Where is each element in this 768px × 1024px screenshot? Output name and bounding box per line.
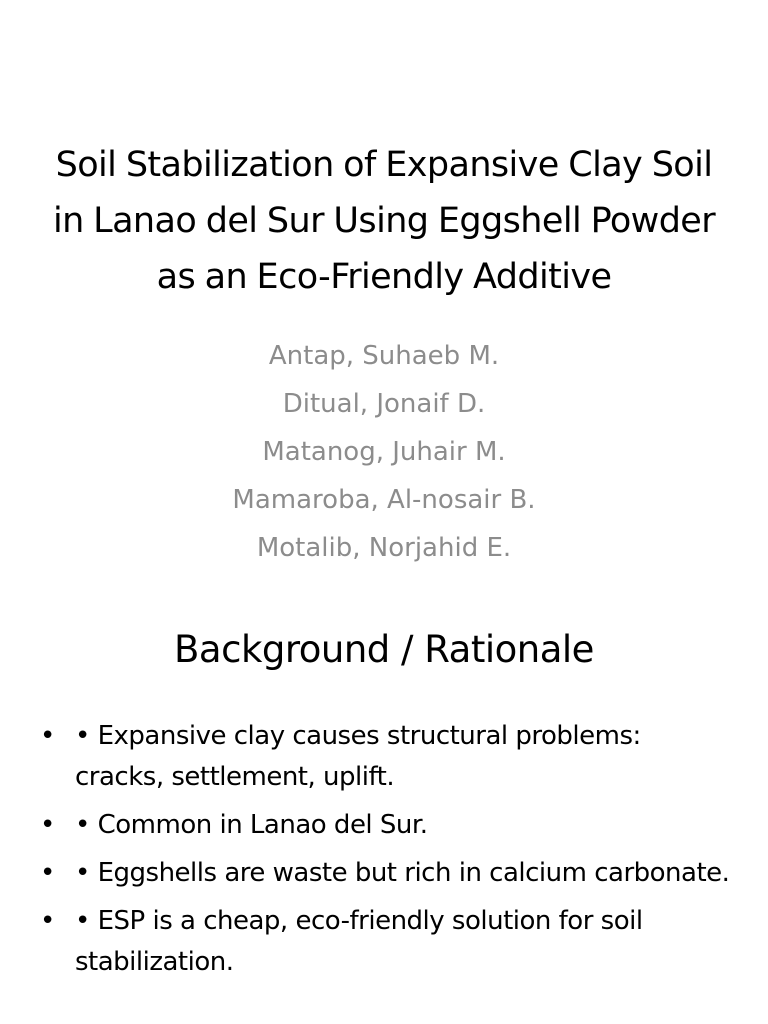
- bullet-item: [40, 805, 730, 846]
- bullet-marker: •: [40, 721, 55, 751]
- author-name: Antap, Suhaeb M.: [268, 341, 500, 371]
- slide-title: Soil Stabilization of Expansive Clay Soil in Lanao del Sur Using Eggshell Powder as an Eco-Friendly Additive: [52, 145, 716, 297]
- bullet-marker: •: [40, 906, 55, 936]
- bullet-item: [40, 716, 730, 798]
- bullet-text: • Eggshells are waste but rich in calcium carbonate.: [75, 858, 730, 888]
- bullet-marker: •: [40, 858, 55, 888]
- author-name: Mamaroba, Al-nosair B.: [232, 485, 536, 515]
- bullet-list: [40, 716, 730, 990]
- bullet-text: • ESP is a cheap, eco-friendly solution for soil stabilization.: [75, 906, 643, 977]
- author-name: Matanog, Juhair M.: [262, 437, 506, 467]
- author-list: [40, 332, 728, 572]
- bullet-item: [40, 901, 730, 983]
- bullet-marker: •: [40, 810, 55, 840]
- author-name: Motalib, Norjahid E.: [256, 533, 512, 563]
- section-heading: Background / Rationale: [174, 628, 594, 671]
- bullet-text: • Common in Lanao del Sur.: [75, 810, 428, 840]
- bullet-item: [40, 853, 730, 894]
- bullet-text: • Expansive clay causes structural problems: cracks, settlement, uplift.: [75, 721, 641, 792]
- author-name: Ditual, Jonaif D.: [282, 389, 486, 419]
